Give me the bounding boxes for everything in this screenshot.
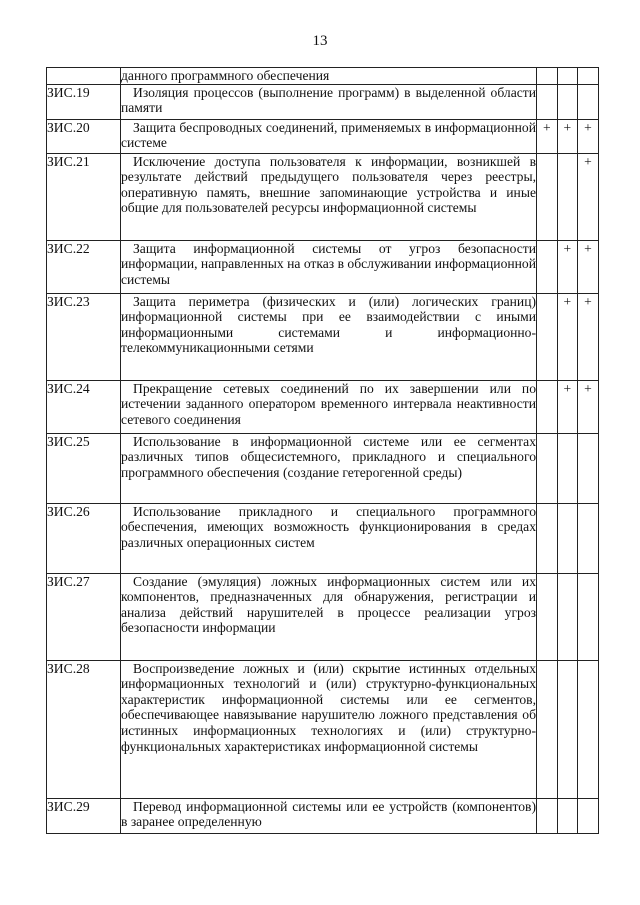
measure-description: Перевод информационной системы или ее устройств (компонентов) в заранее определенную	[121, 798, 537, 833]
class-mark-1	[537, 84, 558, 119]
measure-code: ЗИС.21	[47, 153, 121, 240]
class-mark-3	[578, 798, 599, 833]
class-mark-2	[557, 798, 578, 833]
class-mark-1	[537, 68, 558, 85]
table-row	[47, 573, 599, 660]
measure-description: Использование прикладного и специального программного обеспечения, имеющих возможность функционирования в средах различных операционных систем	[121, 503, 537, 573]
measure-code: ЗИС.22	[47, 240, 121, 293]
class-mark-1	[537, 293, 558, 380]
table-row	[47, 798, 599, 833]
measure-code: ЗИС.27	[47, 573, 121, 660]
class-mark-1	[537, 798, 558, 833]
table-row	[47, 119, 599, 153]
class-mark-2	[557, 84, 578, 119]
measure-description: Исключение доступа пользователя к информации, возникшей в результате действий предыдущего пользователя через реестры, оперативную память, внешние запоминающие устройства и иные общие для пользователей ресурсы информационной системы	[121, 153, 537, 240]
table-row	[47, 240, 599, 293]
class-mark-3	[578, 84, 599, 119]
measure-code: ЗИС.28	[47, 660, 121, 798]
class-mark-1	[537, 503, 558, 573]
measure-code: ЗИС.29	[47, 798, 121, 833]
measure-code: ЗИС.25	[47, 433, 121, 503]
measure-code: ЗИС.19	[47, 84, 121, 119]
class-mark-2: +	[557, 293, 578, 380]
class-mark-2	[557, 68, 578, 85]
table-row	[47, 433, 599, 503]
class-mark-3: +	[578, 153, 599, 240]
page-number: 13	[312, 33, 328, 49]
class-mark-1	[537, 573, 558, 660]
measure-code: ЗИС.20	[47, 119, 121, 153]
measure-code: ЗИС.23	[47, 293, 121, 380]
table-body	[47, 68, 599, 834]
class-mark-3: +	[578, 380, 599, 433]
class-mark-1	[537, 660, 558, 798]
measure-code: ЗИС.26	[47, 503, 121, 573]
measure-description: Использование в информационной системе или ее сегментах различных типов общесистемного, прикладного и специального программного обеспечения (создание гетерогенной среды)	[121, 433, 537, 503]
measure-description: Изоляция процессов (выполнение программ) в выделенной области памяти	[121, 84, 537, 119]
table-row	[47, 84, 599, 119]
table-row	[47, 503, 599, 573]
class-mark-1	[537, 380, 558, 433]
class-mark-1	[537, 433, 558, 503]
class-mark-2: +	[557, 240, 578, 293]
table-row	[47, 380, 599, 433]
class-mark-3: +	[578, 293, 599, 380]
class-mark-2	[557, 660, 578, 798]
class-mark-1	[537, 240, 558, 293]
class-mark-3	[578, 503, 599, 573]
measure-description: Защита периметра (физических и (или) логических границ) информационной системы при ее взаимодействии с иными информационными системами и информационно-телекоммуникационными сетями	[121, 293, 537, 380]
measure-description: Защита информационной системы от угроз безопасности информации, направленных на отказ в обслуживании информационной системы	[121, 240, 537, 293]
table-row	[47, 153, 599, 240]
class-mark-1	[537, 153, 558, 240]
class-mark-3	[578, 660, 599, 798]
measure-description: Воспроизведение ложных и (или) скрытие истинных отдельных информационных технологий и (или) структурно-функциональных характеристик информационной системы или ее сегментов, обеспечивающее навязывание нарушителю ложного представления об истинных информационных технологиях и (или) структурно-функциональных характеристиках информационной системы	[121, 660, 537, 798]
class-mark-3: +	[578, 240, 599, 293]
class-mark-1: +	[537, 119, 558, 153]
measure-code: ЗИС.24	[47, 380, 121, 433]
measure-description: данного программного обеспечения	[121, 68, 537, 85]
class-mark-3	[578, 68, 599, 85]
class-mark-2	[557, 573, 578, 660]
measure-code	[47, 68, 121, 85]
class-mark-2	[557, 503, 578, 573]
class-mark-2	[557, 153, 578, 240]
class-mark-3	[578, 433, 599, 503]
security-measures-table	[46, 67, 599, 834]
class-mark-2: +	[557, 119, 578, 153]
class-mark-3	[578, 573, 599, 660]
table-row	[47, 660, 599, 798]
class-mark-2: +	[557, 380, 578, 433]
measure-description: Защита беспроводных соединений, применяемых в информационной системе	[121, 119, 537, 153]
measure-description: Прекращение сетевых соединений по их завершении или по истечении заданного оператором временного интервала неактивности сетевого соединения	[121, 380, 537, 433]
table-row	[47, 293, 599, 380]
class-mark-3: +	[578, 119, 599, 153]
table-row	[47, 68, 599, 85]
measure-description: Создание (эмуляция) ложных информационных систем или их компонентов, предназначенных для обнаружения, регистрации и анализа действий нарушителей в процессе реализации угроз безопасности информации	[121, 573, 537, 660]
class-mark-2	[557, 433, 578, 503]
